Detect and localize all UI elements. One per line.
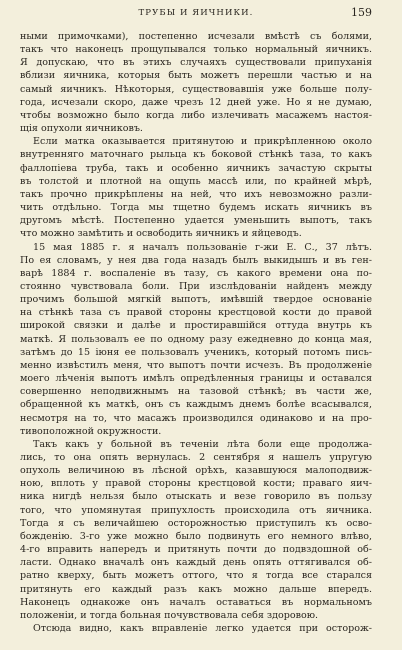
text-line: лись, то она опять вернулась. 2 сентября я нашелъ упругую [20, 452, 372, 463]
body-text [20, 30, 372, 635]
text-line: другомъ мѣстѣ. Постепенно удается уменьшить выпотъ, такъ [20, 215, 372, 227]
text-line: самый яичникъ. Нѣкоторыя, существовавшія уже больше полу- [20, 83, 372, 95]
text-line: ными примочками), постепенно исчезали вмѣстѣ съ болями, [20, 31, 372, 42]
text-line: Такъ какъ у больной въ теченіи лѣта боли еще продолжа- [33, 438, 372, 450]
text-line: въ толстой и плотной на ощупь массѣ или, по крайней мѣрѣ, [20, 175, 372, 187]
text-line: положеніи, и тогда больная почувствовала себя здоровою. [20, 609, 319, 621]
text-line: Если матка оказывается притянутою и прикрѣпленною около [33, 136, 372, 148]
page-number: 159 [351, 6, 372, 19]
text-line: что можно замѣтить и освободить яичникъ и яйцеводъ. [20, 228, 302, 240]
text-line: затѣмъ до 15 іюня ее пользовалъ ученикъ, который потомъ пись- [20, 346, 372, 358]
text-line: чтобы возможно было когда либо излечивать масажемъ настоя- [20, 109, 372, 121]
text-line: божденію. 3-го уже можно было подвинуть его немного влѣво, [20, 530, 372, 542]
text-line: стоянно чувствовала боли. При изслѣдованіи найденъ между [20, 280, 372, 292]
text-line: прочимъ большой мягкій выпотъ, имѣвшій твердое основаніе [20, 294, 372, 306]
text-line: совершенно неподвижнымъ на тазовой стѣнкѣ; въ части же, [20, 386, 372, 398]
text-line: По ея словамъ, у нея два года назадъ былъ выкидышъ и въ ген- [20, 254, 372, 266]
text-line: того, что упомянутая припухлость происходила отъ яичника. [20, 504, 372, 516]
text-line: ника нигдѣ нельзя было отыскать и везе говорило въ пользу [20, 491, 372, 503]
text-line: широкой связки и далѣе и простиравшійся оттуда внутрь къ [20, 320, 372, 332]
text-line: тивоположной окружности. [20, 425, 162, 437]
text-line: ратно кверху, быть можетъ оттого, что я тогда все старался [20, 570, 372, 582]
text-line: 4-го вправить напередъ и притянуть почти до подвздошной об- [20, 544, 372, 556]
text-line: Отсюда видно, какъ вправленіе легко удается при осторож- [33, 623, 372, 635]
text-line: обращенной къ маткѣ, онъ съ каждымъ днемъ болѣе всасывался, [20, 399, 372, 411]
text-line: моего лѣченія выпотъ имѣлъ опредѣленныя границы и оставался [20, 373, 372, 385]
page-header [20, 6, 372, 22]
text-line: маткѣ. Я пользовалъ ее по одному разу ежедневно до конца мая, [20, 333, 372, 345]
running-title: ТРУБЫ И ЯИЧНИКИ. [138, 8, 254, 18]
text-line: ною, вплоть у правой стороны крестцовой кости; праваго яич- [20, 478, 372, 490]
text-line: менно извѣстилъ меня, что выпотъ почти исчезъ. Въ продолженіе [20, 359, 372, 371]
text-line: варѣ 1884 г. воспаленіе въ тазу, съ какого времени она по- [20, 267, 372, 279]
text-line: несмотря на то, что масажъ производился одинаково и на про- [20, 412, 372, 424]
text-line: чить отдѣльно. Тогда мы тщетно будемъ искать яичникъ въ [20, 202, 372, 214]
text-line: на стѣнкѣ таза съ правой стороны крестцовой кости до правой [20, 307, 372, 319]
text-line: Тогда я съ величайшею осторожностью приступилъ къ осво- [20, 517, 372, 529]
text-line: фаллопіева труба, такъ и особенно яичникъ зачастую скрыты [20, 162, 372, 174]
text-line: внутренняго маточнаго рыльца къ боковой стѣнкѣ таза, то какъ [20, 149, 372, 161]
text-line: Я допускаю, что въ этихъ случаяхъ существовали припуханія [20, 57, 372, 69]
text-line: Наконецъ однакоже онъ началъ оставаться въ нормальномъ [20, 596, 372, 608]
text-line: щія опухоли яичниковъ. [20, 123, 143, 135]
text-line: притянуть его каждый разъ какъ можно дальше впередъ. [20, 583, 372, 595]
text-line: вблизи яичника, которыя быть можетъ перешли частью и на [20, 70, 372, 82]
text-line: ласти. Однако вначалѣ онъ каждый день опять оттягивался об- [20, 557, 372, 569]
text-line: года, исчезали скоро, даже чрезъ 12 дней уже. Но я не думаю, [20, 96, 372, 108]
text-line: такъ что наконецъ прощупывался только нормальный яичникъ. [20, 44, 372, 56]
text-line: опухоль величиною въ лѣсной орѣхъ, казавшуюся малоподвиж- [20, 465, 372, 477]
text-line: такъ прочно прикрѣплены на ней, что ихъ невозможно разли- [20, 188, 372, 200]
text-line: 15 мая 1885 г. я началъ пользованіе г-жи Е. С., 37 лѣтъ. [33, 241, 372, 253]
